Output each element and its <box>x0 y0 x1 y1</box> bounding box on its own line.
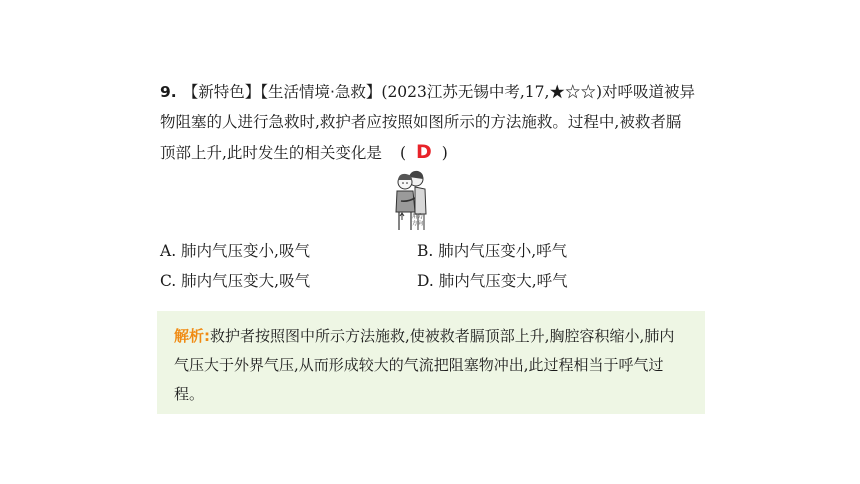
answer-options <box>160 236 720 296</box>
rescuer-and-victim-drawing <box>388 168 432 232</box>
option-b: B. 肺内气压变小,呼气 <box>417 242 568 260</box>
tag-life-context: 【生活情境·急救】 <box>260 83 382 101</box>
question-stem <box>160 77 750 168</box>
question-source: (2023江苏无锡中考,17, <box>381 83 550 101</box>
analysis-text: 救护者按照图中所示方法施救,使被救者膈顶部上升,胸腔容积缩小,肺内气压大于外界气压,从而形成较大的气流把阻塞物冲出,此过程相当于呼气过程。 <box>174 327 675 403</box>
question-source-close: ) <box>595 83 603 101</box>
answer-paren-open: ( <box>399 144 406 162</box>
question-line-2: 物阻塞的人进行急救时,救护者应按照如图所示的方法施救。过程中,被救者膈 <box>160 113 682 131</box>
answer-paren-close: ) <box>441 144 448 162</box>
option-a: A. 肺内气压变小,吸气 <box>160 242 310 260</box>
question-line-1: 对呼吸道被异 <box>602 83 696 101</box>
arrow-label-force: 用力 <box>412 214 424 220</box>
analysis-box <box>157 311 705 414</box>
analysis-colon: : <box>204 327 211 345</box>
option-c: C. 肺内气压变大,吸气 <box>160 272 311 290</box>
option-d: D. 肺内气压变大,呼气 <box>417 272 568 290</box>
heimlich-illustration <box>388 168 432 232</box>
question-number: 9. <box>160 83 177 101</box>
analysis-label: 解析 <box>174 327 205 345</box>
option-row-1 <box>160 236 720 266</box>
arrow-label-direction: 方向 <box>412 221 424 227</box>
question-line-3: 顶部上升,此时发生的相关变化是 <box>160 144 382 162</box>
difficulty-stars: ★☆☆ <box>549 83 596 101</box>
tag-new-feature: 【新特色】 <box>182 83 261 101</box>
option-row-2 <box>160 266 720 296</box>
answer-letter: D <box>416 141 432 163</box>
